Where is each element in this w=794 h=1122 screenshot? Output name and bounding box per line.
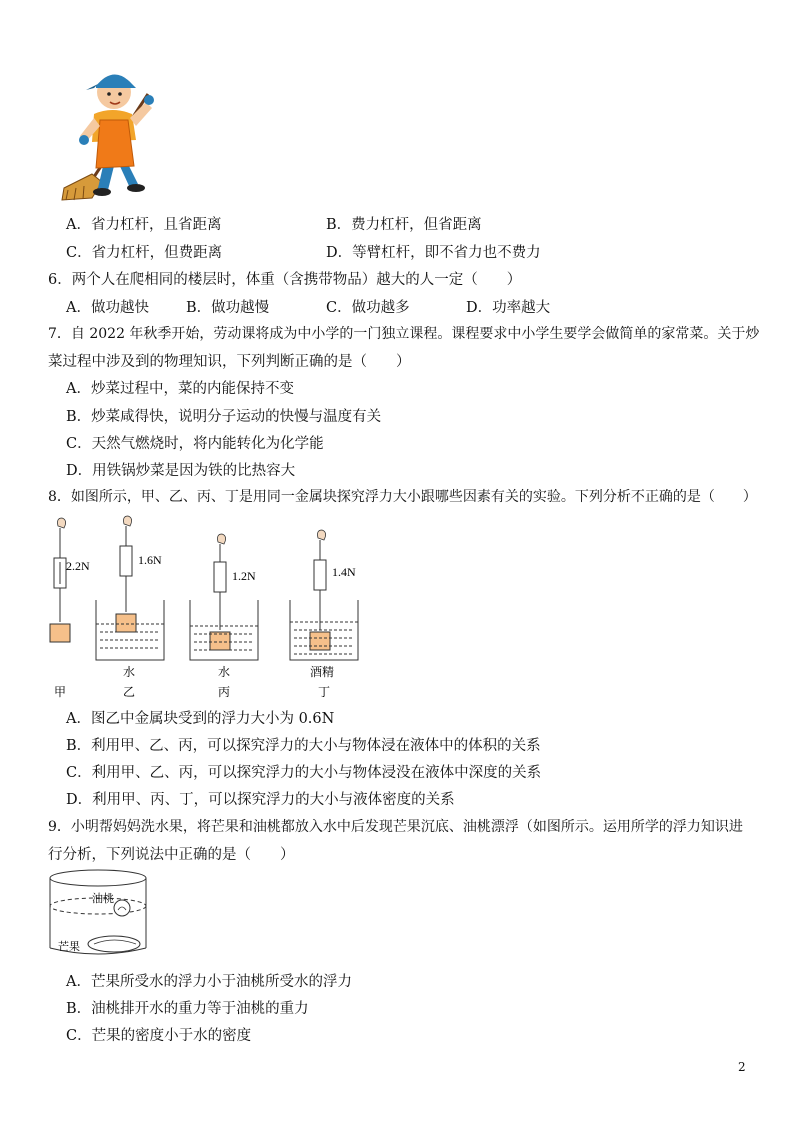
q5-option-b: B．费力杠杆，但省距离 xyxy=(326,217,482,233)
mango-label: 芒果 xyxy=(58,941,80,953)
fruit-in-water-figure xyxy=(46,868,156,960)
q7-option-c: C．天然气燃烧时，将内能转化为化学能 xyxy=(66,436,324,452)
q8-option-c: C．利用甲、乙、丙，可以探究浮力的大小与物体浸没在液体中深度的关系 xyxy=(66,765,542,781)
setup-bing xyxy=(190,534,258,699)
q9-option-c: C．芒果的密度小于水的密度 xyxy=(66,1028,252,1044)
q7-stem-line1: 7．自 2022 年秋季开始，劳动课将成为中小学的一门独立课程。课程要求中小学生要学会做简单的家常菜。关于炒 xyxy=(48,326,760,342)
sweeping-boy-illustration xyxy=(56,62,160,202)
q5-option-d: D．等臂杠杆，即不省力也不费力 xyxy=(326,245,541,261)
reading-ding: 1.4N xyxy=(332,565,356,579)
setup-ding xyxy=(290,530,358,699)
q6-option-a: A．做功越快 xyxy=(66,300,149,316)
reading-yi: 1.6N xyxy=(138,553,162,567)
q8-option-a: A．图乙中金属块受到的浮力大小为 0.6N xyxy=(66,711,335,727)
q8-option-d: D．利用甲、丙、丁，可以探究浮力的大小与液体密度的关系 xyxy=(66,792,455,808)
q7-option-a: A．炒菜过程中，菜的内能保持不变 xyxy=(66,381,294,397)
q6-option-b: B．做功越慢 xyxy=(186,300,270,316)
setup-yi xyxy=(96,516,164,699)
q7-option-d: D．用铁锅炒菜是因为铁的比热容大 xyxy=(66,463,296,479)
q6-option-c: C．做功越多 xyxy=(326,300,410,316)
q9-option-a: A．芒果所受水的浮力小于油桃所受水的浮力 xyxy=(66,974,352,990)
label-jia: 甲 xyxy=(54,685,67,699)
liquid-bing: 水 xyxy=(218,665,231,679)
setup-jia xyxy=(50,518,90,699)
q9-stem-line2: 行分析，下列说法中正确的是（ ） xyxy=(48,847,295,863)
liquid-yi: 水 xyxy=(123,665,136,679)
q6-option-d: D．功率越大 xyxy=(466,300,551,316)
label-bing: 丙 xyxy=(218,685,231,699)
q9-option-b: B．油桃排开水的重力等于油桃的重力 xyxy=(66,1001,309,1017)
q8-option-b: B．利用甲、乙、丙，可以探究浮力的大小与物体浸在液体中的体积的关系 xyxy=(66,738,541,754)
q5-option-a: A．省力杠杆，且省距离 xyxy=(66,217,222,233)
q7-option-b: B．炒菜咸得快，说明分子运动的快慢与温度有关 xyxy=(66,409,382,425)
q6-stem: 6．两个人在爬相同的楼层时，体重（含携带物品）越大的人一定（ ） xyxy=(48,272,522,288)
page-number: 2 xyxy=(738,1060,746,1074)
q9-stem-line1: 9．小明帮妈妈洗水果，将芒果和油桃都放入水中后发现芒果沉底、油桃漂浮（如图所示。运用所学的浮力知识进 xyxy=(48,819,743,835)
peach-label: 油桃 xyxy=(92,893,114,905)
q5-option-c: C．省力杠杆，但费距离 xyxy=(66,245,223,261)
reading-bing: 1.2N xyxy=(232,569,256,583)
liquid-ding: 酒精 xyxy=(310,665,335,679)
q8-stem: 8．如图所示，甲、乙、丙、丁是用同一金属块探究浮力大小跟哪些因素有关的实验。下列分析不正确的是（ ） xyxy=(48,489,757,505)
label-yi: 乙 xyxy=(123,685,136,699)
reading-jia: 2.2N xyxy=(66,559,90,573)
q7-stem-line2: 菜过程中涉及到的物理知识，下列判断正确的是（ ） xyxy=(48,354,411,370)
label-ding: 丁 xyxy=(318,685,331,699)
buoyancy-experiment-figure xyxy=(44,514,374,702)
